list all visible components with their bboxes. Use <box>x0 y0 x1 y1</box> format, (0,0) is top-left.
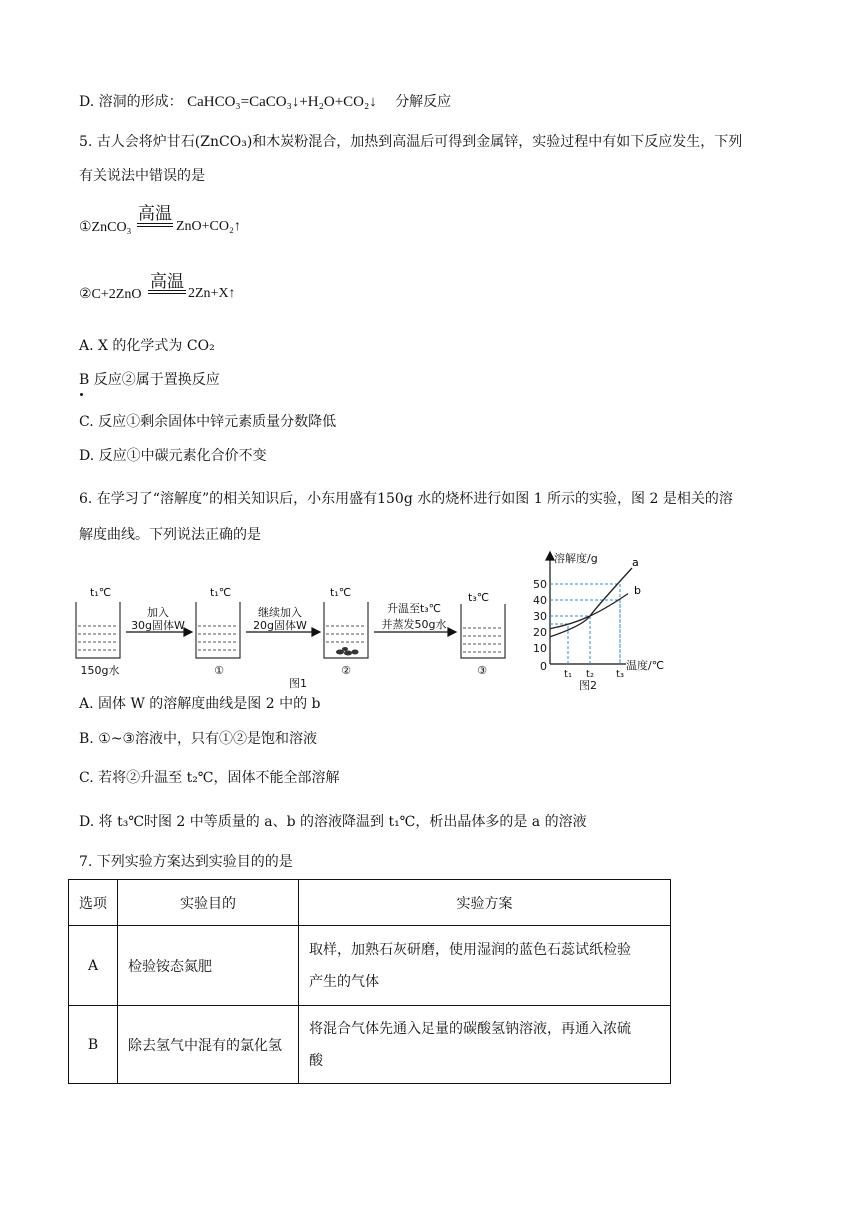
origin-label: 0 <box>540 660 547 673</box>
q6-stem-line-2: 解度曲线。下列说法正确的是 <box>79 527 261 543</box>
row-a-plan-line2: 产生的气体 <box>309 973 379 990</box>
figure-1-caption: 图1 <box>289 677 307 690</box>
x-tick-label: t₃ <box>616 669 624 680</box>
figure-1-beaker-experiment <box>68 582 508 692</box>
q5-option-b: B 反应②属于置换反应 <box>79 372 220 388</box>
row-b-plan-line2: 酸 <box>309 1052 323 1069</box>
q5-stem-line-1: 5. 古人会将炉甘石(ZnCO₃)和木炭粉混合，加热到高温后可得到金属锌，实验过程中有如下反应发生，下列 <box>79 134 743 150</box>
q5-eq2-condition: 高温 <box>150 272 184 292</box>
arrow2-line2: 20g固体W <box>253 619 307 632</box>
row-b-plan-line1: 将混合气体先通入足量的碳酸氢钠溶液，再通入浓硫 <box>309 1020 631 1037</box>
row-b-purpose: 除去氢气中混有的氯化氢 <box>118 1006 299 1084</box>
row-a-purpose: 检验铵态氮肥 <box>118 926 299 1006</box>
guide-line <box>550 624 568 664</box>
q7-table <box>68 879 671 1084</box>
q5-eq1-right: ZnO+CO₂↑ <box>176 219 241 234</box>
q5-eq1-equals-sign <box>137 223 173 227</box>
x-tick-label: t₁ <box>564 669 572 680</box>
q4-option-d <box>79 92 451 112</box>
arrow1-line2: 30g固体W <box>131 619 185 632</box>
series-label-a: a <box>632 556 639 569</box>
q6-option-c: C. 若将②升温至 t₂℃，固体不能全部溶解 <box>79 770 340 786</box>
header-plan: 实验方案 <box>299 880 671 926</box>
q6-option-b: B. ①~③溶液中，只有①②是饱和溶液 <box>79 731 318 747</box>
q6-option-a: A. 固体 W 的溶解度曲线是图 2 中的 b <box>79 696 321 712</box>
beaker-label-2: ② <box>341 664 351 677</box>
row-b-plan <box>299 1006 671 1084</box>
y-tick-label: 40 <box>533 594 547 607</box>
guide-line <box>550 600 620 664</box>
beaker-temp-1: t₁℃ <box>210 586 232 599</box>
q5-eq1-left: ①ZnCO₃ <box>79 220 132 235</box>
arrow3-line2: 并蒸发50g水 <box>381 618 447 631</box>
beaker-temp-0: t₁℃ <box>90 586 112 599</box>
q5-eq2-left: ②C+2ZnO <box>79 287 142 302</box>
figure-2-solubility-curves <box>528 548 688 693</box>
row-b-option: B <box>69 1006 118 1084</box>
q5-option-c: C. 反应①剩余固体中锌元素质量分数降低 <box>79 414 337 430</box>
y-tick-label: 50 <box>533 578 547 591</box>
table-row <box>69 1006 671 1084</box>
y-tick-label: 20 <box>533 626 547 639</box>
beaker-label-3: ③ <box>477 664 487 677</box>
y-tick-label: 30 <box>533 610 547 623</box>
header-option: 选项 <box>69 880 118 926</box>
table-row <box>69 926 671 1006</box>
header-purpose: 实验目的 <box>118 880 299 926</box>
q5-stem-line-2: 有关说法中错误的是 <box>79 168 205 184</box>
row-a-option: A <box>69 926 118 1006</box>
q5-option-d: D. 反应①中碳元素化合价不变 <box>79 448 267 464</box>
arrow1-line1: 加入 <box>147 606 169 619</box>
arrow2-line1: 继续加入 <box>258 606 302 619</box>
q4-option-d-equation: CaHCO₃=CaCO₃↓+H₂O+CO₂↓ <box>187 94 377 110</box>
q4-option-d-type: 分解反应 <box>395 94 452 110</box>
row-a-plan <box>299 926 671 1006</box>
start-label: 150g水 <box>80 664 120 677</box>
q5-eq2-equals-sign <box>148 290 186 294</box>
stray-dot <box>80 393 83 396</box>
q6-option-d: D. 将 t₃℃时图 2 中等质量的 a、b 的溶液降温到 t₁℃，析出晶体多的是 a 的溶液 <box>79 814 587 830</box>
q5-eq1-condition: 高温 <box>138 204 172 224</box>
q5-option-a: A. X 的化学式为 CO₂ <box>79 338 215 354</box>
q5-eq2-right: 2Zn+X↑ <box>188 286 236 301</box>
q6-stem-line-1: 6. 在学习了“溶解度”的相关知识后，小东用盛有150g 水的烧杯进行如图 1 所示的实验，图 2 是相关的溶 <box>79 491 733 507</box>
x-tick-label: t₂ <box>586 669 594 680</box>
q4-option-d-prefix: D. 溶洞的形成： <box>79 94 183 110</box>
y-axis-label: 溶解度/g <box>554 552 598 565</box>
undissolved-solid <box>336 647 359 656</box>
beaker-temp-3: t₃℃ <box>468 591 490 604</box>
beaker-temp-2: t₁℃ <box>330 586 352 599</box>
table-header-row <box>69 880 671 926</box>
x-axis-label: 温度/℃ <box>626 659 665 672</box>
series-label-b: b <box>634 584 641 597</box>
figure-2-caption: 图2 <box>579 679 597 692</box>
q7-stem: 7. 下列实验方案达到实验目的的是 <box>79 854 293 870</box>
beaker-label-1: ① <box>214 664 224 677</box>
row-a-plan-line1: 取样，加熟石灰研磨，使用湿润的蓝色石蕊试纸检验 <box>309 941 631 958</box>
y-tick-label: 10 <box>533 642 547 655</box>
arrow3-line1: 升温至t₃℃ <box>386 602 442 615</box>
beaker-3 <box>461 604 505 658</box>
